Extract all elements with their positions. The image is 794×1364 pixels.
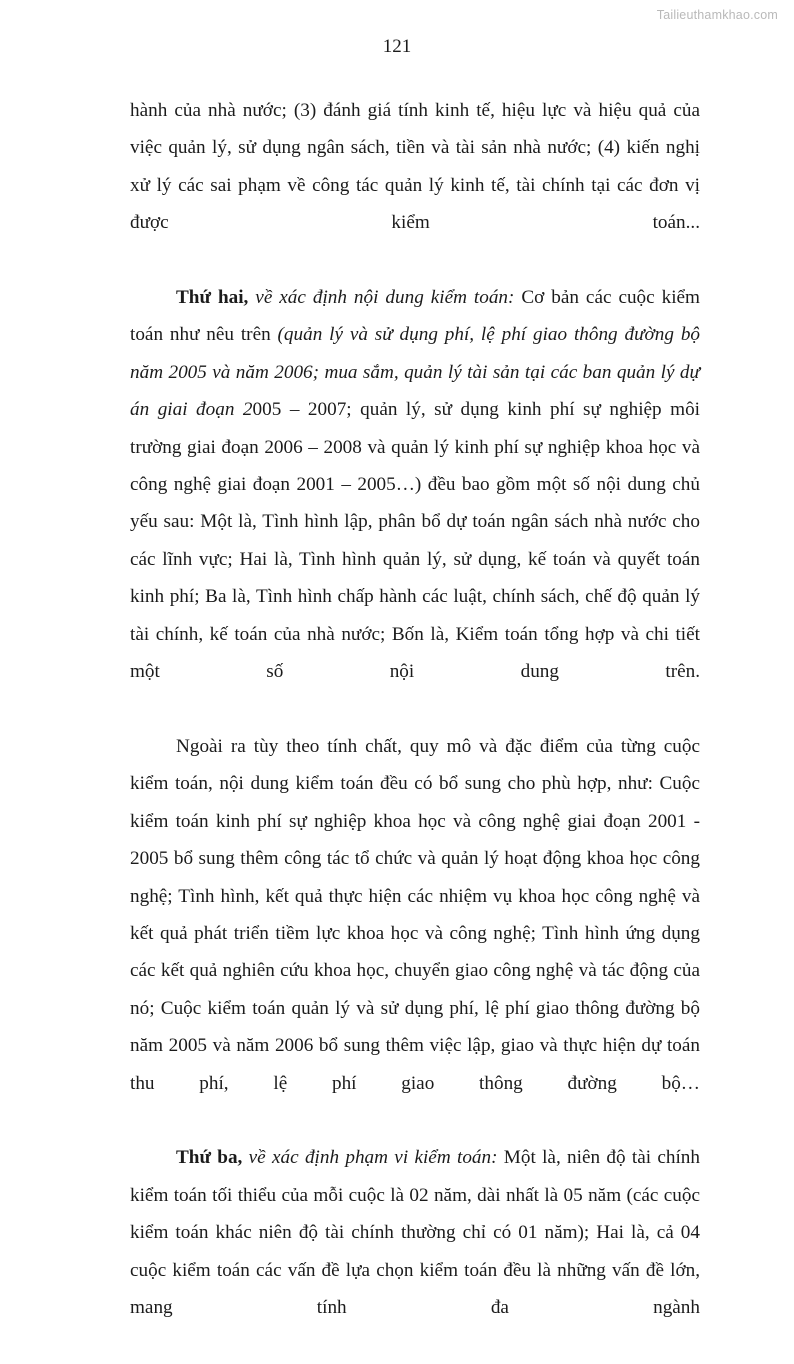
text-run-italic: về xác định nội dung kiểm toán: [248, 287, 515, 309]
paragraph-4 [130, 1139, 700, 1363]
text-run: Cơ bản các cuộc kiểm toán như nêu trên [130, 287, 700, 346]
text-run: 005 – 2007; quản lý, sử dụng kinh phí sự nghiệp môi trường giai đoạn 2006 – 2008 và quản lý kinh phí sự nghiệp khoa học và công nghệ giai đoạn 2001 – 2005…) đều bao gồm một số nội dung chủ yếu sau: Một là, Tình hình lập, phân bổ dự toán ngân sách nhà nước cho các lĩnh vực; Hai là, Tình hình quản lý, sử dụng, kế toán và quyết toán kinh phí; Ba là, Tình hình chấp hành các luật, chính sách, chế độ quản lý tài chính, kế toán của nhà nước; Bốn là, Kiểm toán tổng hợp và chi tiết một số nội dung trên. [130, 399, 700, 683]
text-run-bold: Thứ ba, [176, 1147, 243, 1169]
text-run: Ngoài ra tùy theo tính chất, quy mô và đặc điểm của từng cuộc kiểm toán, nội dung kiểm toán đều có bổ sung cho phù hợp, như: Cuộc kiểm toán kinh phí sự nghiệp khoa học và công nghệ giai đoạn 2001 - 2005 bổ sung thêm công tác tổ chức và quản lý hoạt động khoa học công nghệ; Tình hình, kết quả thực hiện các nhiệm vụ khoa học công nghệ và kết quả phát triển tiềm lực khoa học và công nghệ; Tình hình ứng dụng các kết quả nghiên cứu khoa học, chuyển giao công nghệ và tác động của nó; Cuộc kiểm toán quản lý và sử dụng phí, lệ phí giao thông đường bộ năm 2005 và năm 2006 bổ sung thêm việc lập, giao và thực hiện dự toán thu phí, lệ phí giao thông đường bộ… [130, 735, 700, 1094]
paragraph-1 [130, 92, 700, 279]
body-text-block [130, 92, 700, 1364]
paragraph-2 [130, 279, 700, 728]
paragraph-3 [130, 728, 700, 1139]
watermark-text: Tailieuthamkhao.com [656, 8, 778, 22]
text-run-italic: về xác định phạm vi kiểm toán: [242, 1147, 498, 1169]
text-run-bold: Thứ hai, [176, 287, 249, 309]
text-run-italic: (quản lý và sử dụng phí, lệ phí giao thông đường bộ năm 2005 và năm 2006; mua sắm, quản lý tài sản tại các ban quản lý dự án giai đoạn 2 [130, 324, 701, 421]
text-run: hành của nhà nước; (3) đánh giá tính kinh tế, hiệu lực và hiệu quả của việc quản lý, sử dụng ngân sách, tiền và tài sản nhà nước; (4) kiến nghị xử lý các sai phạm về công tác quản lý kinh tế, tài chính tại các đơn vị được kiểm toán... [130, 100, 700, 234]
page-number: 121 [382, 36, 412, 57]
text-run: Một là, niên độ tài chính kiểm toán tối thiểu của mỗi cuộc là 02 năm, dài nhất là 05 năm (các cuộc kiểm toán khác niên độ tài chính thường chỉ có 01 năm); Hai là, cả 04 cuộc kiểm toán các vấn đề lựa chọn kiểm toán đều là những vấn đề lớn, mang tính đa ngành [130, 1147, 700, 1318]
